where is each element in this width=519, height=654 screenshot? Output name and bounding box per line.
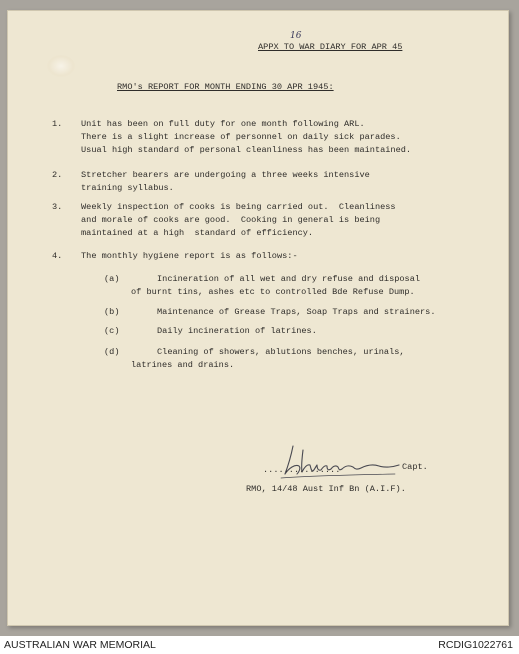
signatory-rank: Capt. (402, 462, 428, 472)
paragraph-line: and morale of cooks are good. Cooking in general is being (81, 215, 381, 225)
signature-line: ............... (263, 465, 341, 475)
subitem-label: (a) (104, 274, 120, 284)
paragraph-line: There is a slight increase of personnel on daily sick parades. (81, 132, 401, 142)
signatory-designation: RMO, 14/48 Aust Inf Bn (A.I.F). (246, 484, 406, 494)
paragraph-line: Weekly inspection of cooks is being carried out. Cleanliness (81, 202, 396, 212)
folio-number: 16 (290, 31, 302, 41)
paragraph-number: 3. (52, 202, 63, 212)
subitem-label: (b) (104, 307, 120, 317)
paragraph-number: 1. (52, 119, 63, 129)
war-diary-reference: APPX TO WAR DIARY FOR APR 45 (258, 42, 403, 52)
pin-hole-mark (47, 55, 75, 77)
paragraph-line: training syllabus. (81, 183, 174, 193)
paragraph-number: 2. (52, 170, 63, 180)
subitem-label: (d) (104, 347, 120, 357)
paragraph-number: 4. (52, 251, 63, 261)
subitem-continuation: latrines and drains. (131, 360, 235, 370)
subitem-text: Maintenance of Grease Traps, Soap Traps and strainers. (157, 307, 436, 317)
paragraph-line: maintained at a high standard of efficiency. (81, 228, 314, 238)
report-title: RMO's REPORT FOR MONTH ENDING 30 APR 1945: (117, 82, 334, 92)
subitem-text: Daily incineration of latrines. (157, 326, 317, 336)
paragraph-line: Usual high standard of personal cleanliness has been maintained. (81, 145, 412, 155)
archive-name: AUSTRALIAN WAR MEMORIAL (4, 639, 156, 651)
subitem-label: (c) (104, 326, 120, 336)
subitem-continuation: of burnt tins, ashes etc to controlled Bde Refuse Dump. (131, 287, 415, 297)
subitem-text: Cleaning of showers, ablutions benches, urinals, (157, 347, 405, 357)
paragraph-line: The monthly hygiene report is as follows:- (81, 251, 298, 261)
archive-footer (0, 636, 519, 654)
paragraph-line: Unit has been on full duty for one month following ARL. (81, 119, 365, 129)
paragraph-line: Stretcher bearers are undergoing a three weeks intensive (81, 170, 370, 180)
record-id: RCDIG1022761 (438, 639, 513, 651)
subitem-text: Incineration of all wet and dry refuse and disposal (157, 274, 421, 284)
